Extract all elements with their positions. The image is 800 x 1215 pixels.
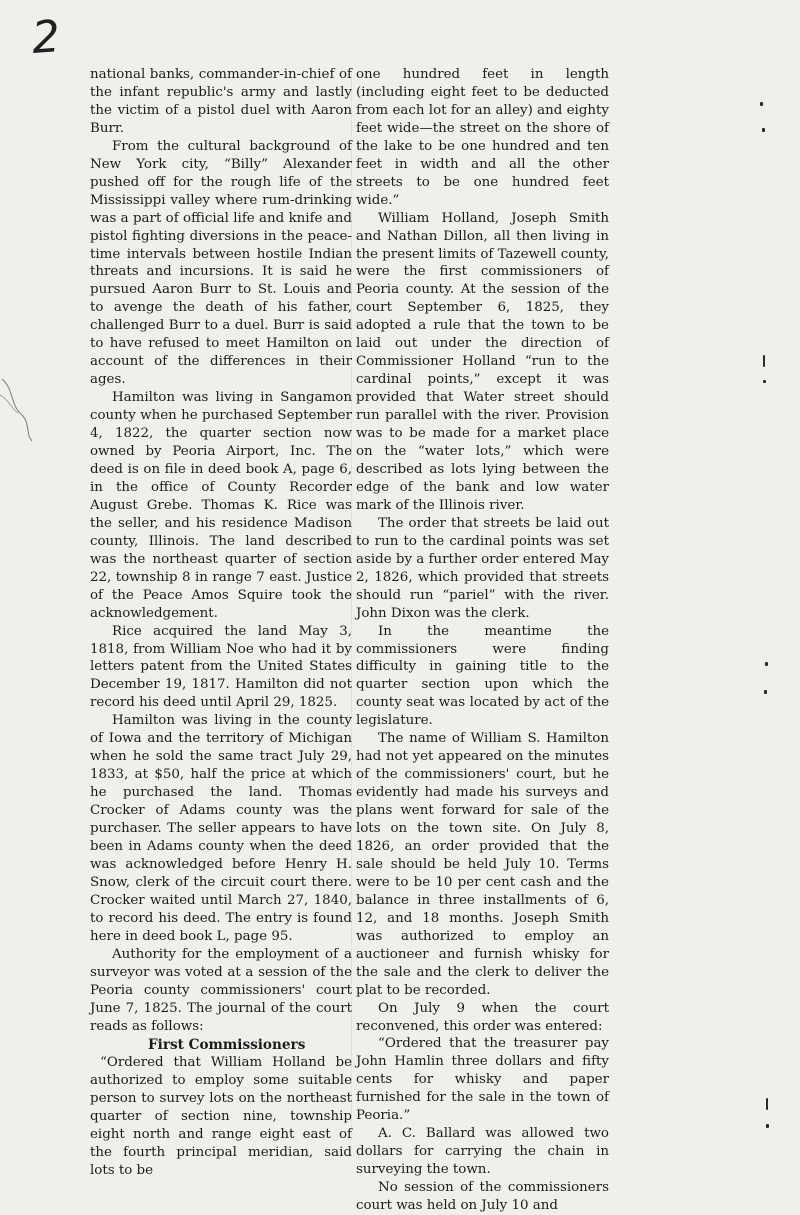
paragraph-2: From the cultural background of New York city, “Billy” Alexander pushed off for the rough life of the Mississippi valley where rum-drinking was a part of official life and knife and pistol fighting diversions in the peace-time intervals between hostile Indian threats and incursions. It is said he pursued Aaron Burr to St. Louis and to avenge the death of his father, challenged Burr to a duel. Burr is said to have refused to meet Hamilton on account of the differences in their ages.	[90, 138, 352, 388]
paragraph-15: A. C. Ballard was allowed two dollars for carrying the chain in surveying the town.	[356, 1126, 609, 1178]
paragraph-13: On July 9 when the court reconvened, this order was entered:	[356, 1000, 609, 1034]
right-column	[356, 66, 609, 1215]
section-heading: First Commissioners	[148, 1037, 306, 1054]
paragraph-6: Authority for the employment of a surveyor was voted at a session of the Peoria county commissioners' court June 7, 1825. The journal of the court reads as follows:	[90, 946, 352, 1034]
handwritten-page-number: 2	[30, 11, 62, 64]
margin-speck	[765, 662, 768, 666]
margin-speck	[763, 355, 765, 367]
paragraph-9: William Holland, Joseph Smith and Nathan Dillon, all then living in the present limits of Tazewell county, were the first commissioners of Peoria county. At the session of the court September 6, 1825, they adopted a rule that the town to be laid out under the direction of Commissioner Holland “run to the cardinal points,” except it was provided that Water street should run parallel with the river. Provision was to be made for a market place on the “water lots,” which were described as lots lying between the edge of the bank and low water mark of the Illinois river.	[356, 210, 609, 513]
margin-speck	[763, 380, 766, 383]
paragraph-1: national banks, commander-in-chief of the infant republic's army and lastly the victim of a pistol duel with Aaron Burr.	[90, 67, 352, 136]
paragraph-16: No session of the commissioners court was held on July 10 and	[356, 1180, 609, 1214]
paragraph-3: Hamilton was living in Sangamon county when he purchased September 4, 1822, the quarter section now owned by Peoria Airport, Inc. The deed is on file in deed book A, page 6, in the office of County Recorder August Grebe. Thomas K. Rice was the seller, and his residence Madison county, Illinois. The land described was the northeast quarter of section 22, township 8 in range 7 east. Justice of the Peace Amos Squire took the acknowledgement.	[90, 390, 352, 621]
paragraph-4: Rice acquired the land May 3, 1818, from William Noe who had it by letters patent from the United States December 19, 1817. Hamilton did not record his deed until April 29, 1825.	[90, 623, 352, 711]
margin-speck	[766, 1124, 769, 1128]
margin-speck	[764, 690, 767, 694]
left-column	[90, 66, 352, 1180]
paragraph-5: Hamilton was living in the county of Iowa and the territory of Michigan when he sold the same tract July 29, 1833, at $50, half the price at which he purchased the land. Thomas Crocker of Adams county was the purchaser. The seller appears to have been in Adams county when the deed was acknowledged before Henry H. Snow, clerk of the circuit court there. Crocker waited until March 27, 1840, to record his deed. The entry is found here in deed book L, page 95.	[90, 713, 352, 944]
paper-crease-mark	[0, 375, 34, 445]
margin-speck	[762, 128, 765, 132]
paragraph-8: one hundred feet in length (including eight feet to be deducted from each lot for an alley) and eighty feet wide—the street on the shore of the lake to be one hundred and ten feet in width and all the other streets to be one hundred feet wide.”	[356, 67, 609, 208]
paragraph-12: The name of William S. Hamilton had not yet appeared on the minutes of the commissioners' court, but he evidently had made his surveys and plans went forward for sale of the lots on the town site. On July 8, 1826, an order provided that the sale should be held July 10. Terms were to be 10 per cent cash and the balance in three installments of 6, 12, and 18 months. Joseph Smith was authorized to employ an auctioneer and furnish whisky for the sale and the clerk to deliver the plat to be recorded.	[356, 731, 609, 998]
paragraph-14: “Ordered that the treasurer pay John Hamlin three dollars and fifty cents for whisky and paper furnished for the sale in the town of Peoria.”	[356, 1036, 609, 1124]
margin-speck	[760, 102, 763, 106]
paragraph-7: “Ordered that William Holland be authorized to employ some suitable person to survey lots on the northeast quarter of section nine, township eight north and range eight east of the fourth principal meridian, said lots to be	[90, 1055, 352, 1179]
paragraph-11: In the meantime the commissioners were finding difficulty in gaining title to the quarter section upon which the county seat was located by act of the legislature.	[356, 623, 609, 729]
paragraph-10: The order that streets be laid out to run to the cardinal points was set aside by a further order entered May 2, 1826, which provided that streets should run “pariel” with the river. John Dixon was the clerk.	[356, 515, 609, 621]
margin-speck	[766, 1098, 768, 1110]
